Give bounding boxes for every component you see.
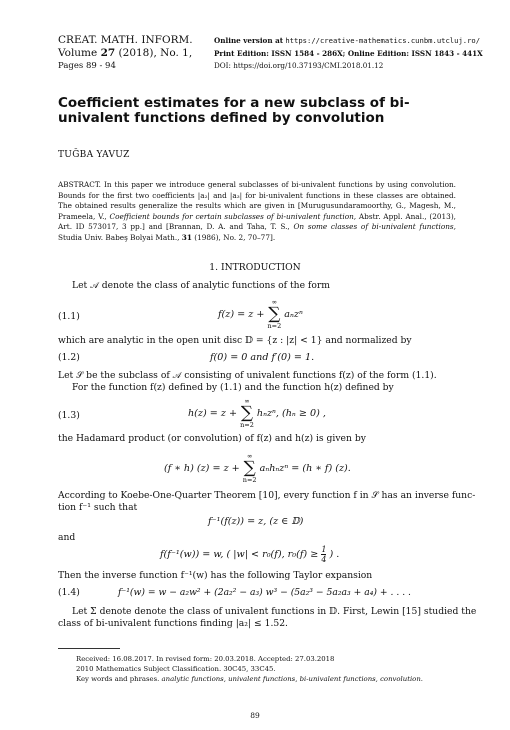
doi-link[interactable]: DOI: https://doi.org/10.37193/CMI.2018.01.12 (214, 61, 384, 70)
fraction-one-quarter: $\frac{1}{4}$ (321, 545, 327, 564)
paragraph-9a: Let Σ denote denote the class of univalent functions in 𝔻. First, Lewin [15] studied the (72, 606, 477, 617)
equation-1-1: f(z) = z + ∞ ∑ n=2 aₙzⁿ (218, 298, 303, 330)
equation-1-2: f(0) = 0 and f′(0) = 1. (210, 352, 315, 363)
keywords: Key words and phrases. analytic functions, univalent functions, bi-univalent functions, convolution. (76, 675, 423, 684)
sum-operator: ∞ ∑ n=2 (267, 298, 282, 330)
paragraph-2: which are analytic in the open unit disc 𝔻 = {z : |z| < 1} and normalized by (58, 335, 412, 346)
footnotes (76, 654, 456, 685)
volume-line: Volume 27 (2018), No. 1, (58, 47, 193, 59)
equation-inverse-2: f(f⁻¹(w)) = w, ( |w| < r₀(f), r₀(f) ≥ $\frac{1}{4}$ ) . (160, 545, 340, 564)
online-url[interactable]: https://creative-mathematics.cunbm.utcluj.ro/ (285, 36, 481, 45)
journal-name: CREAT. MATH. INFORM. (58, 34, 193, 46)
eq-number-1-2: (1.2) (58, 352, 80, 363)
paragraph-5: the Hadamard product (or convolution) of f(z) and h(z) is given by (58, 433, 366, 444)
eq-number-1-1: (1.1) (58, 311, 80, 322)
paragraph-8: Then the inverse function f⁻¹(w) has the following Taylor expansion (58, 570, 373, 581)
section-heading: 1. INTRODUCTION (209, 262, 301, 273)
equation-convolution: (f ∗ h) (z) = z + ∞ ∑ n=2 aₙhₙzⁿ = (h ∗ f) (z). (164, 452, 351, 484)
author-name: TUĞBA YAVUZ (58, 150, 130, 160)
paragraph-1: Let 𝒜 denote the class of analytic functions of the form (72, 280, 330, 291)
paper-title: Coefficient estimates for a new subclass of bi-univalent functions defined by convolution (58, 95, 410, 126)
footnote-rule (58, 648, 120, 649)
msc-classification: 2010 Mathematics Subject Classification. 30C45, 33C45. (76, 665, 276, 674)
eq-number-1-4: (1.4) (58, 587, 80, 598)
sum-operator: ∞ ∑ n=2 (240, 397, 254, 429)
paragraph-7: and (58, 532, 76, 543)
page-number: 89 (250, 711, 260, 720)
paragraph-4: For the function f(z) defined by (1.1) and the function h(z) defined by (72, 382, 394, 393)
abstract: ABSTRACT. In this paper we introduce general subclasses of bi-univalent functions by using convolution. Bounds for the first two coefficients |a₂| and |a₃| for bi-univalent functions in these classes are obtained. The obtained results generalize the results which are given in [Murugusundaramoorthy, G., Magesh, M., Prameela, V., Coefficient bounds for certain subclasses of bi-univalent function, Abstr. Appl. Anal., (2013), Art. ID 573017, 3 pp.] and [Brannan, D. A. and Taha, T. S., On some classes of bi-univalent functions, Studia Univ. Babeş Bolyai Math., 31 (1986), No. 2, 70–77]. (58, 180, 456, 242)
equation-inverse-1: f⁻¹(f(z)) = z, (z ∈ 𝔻) (208, 516, 304, 527)
paragraph-6a: According to Koebe-One-Quarter Theorem [10], every function f in 𝒮 has an inverse func- (58, 490, 476, 501)
journal-header (58, 34, 193, 73)
print-edition: Print Edition: ISSN 1584 - 286X; Online Edition: ISSN 1843 - 441X (214, 48, 483, 58)
paragraph-3: Let 𝒮 be the subclass of 𝒜 consisting of univalent functions f(z) of the form (1.1). (58, 370, 437, 381)
equation-1-3: h(z) = z + ∞ ∑ n=2 hₙzⁿ, (hₙ ≥ 0) , (188, 397, 326, 429)
eq-number-1-3: (1.3) (58, 410, 80, 421)
equation-1-4: f⁻¹(w) = w − a₂w² + (2a₂² − a₃) w³ − (5a₂³ − 5a₂a₃ + a₄) + . . . . (118, 587, 411, 598)
sum-operator: ∞ ∑ n=2 (242, 452, 257, 484)
paragraph-6b: tion f⁻¹ such that (58, 502, 138, 513)
paragraph-9b: class of bi-univalent functions finding |a₂| ≤ 1.52. (58, 618, 288, 629)
publication-info (214, 35, 483, 73)
page-range: Pages 89 - 94 (58, 61, 116, 71)
received-dates: Received: 16.08.2017. In revised form: 20.03.2018. Accepted: 27.03.2018 (76, 655, 335, 663)
online-version: Online version at https://creative-mathematics.cunbm.utcluj.ro/ (214, 36, 481, 45)
